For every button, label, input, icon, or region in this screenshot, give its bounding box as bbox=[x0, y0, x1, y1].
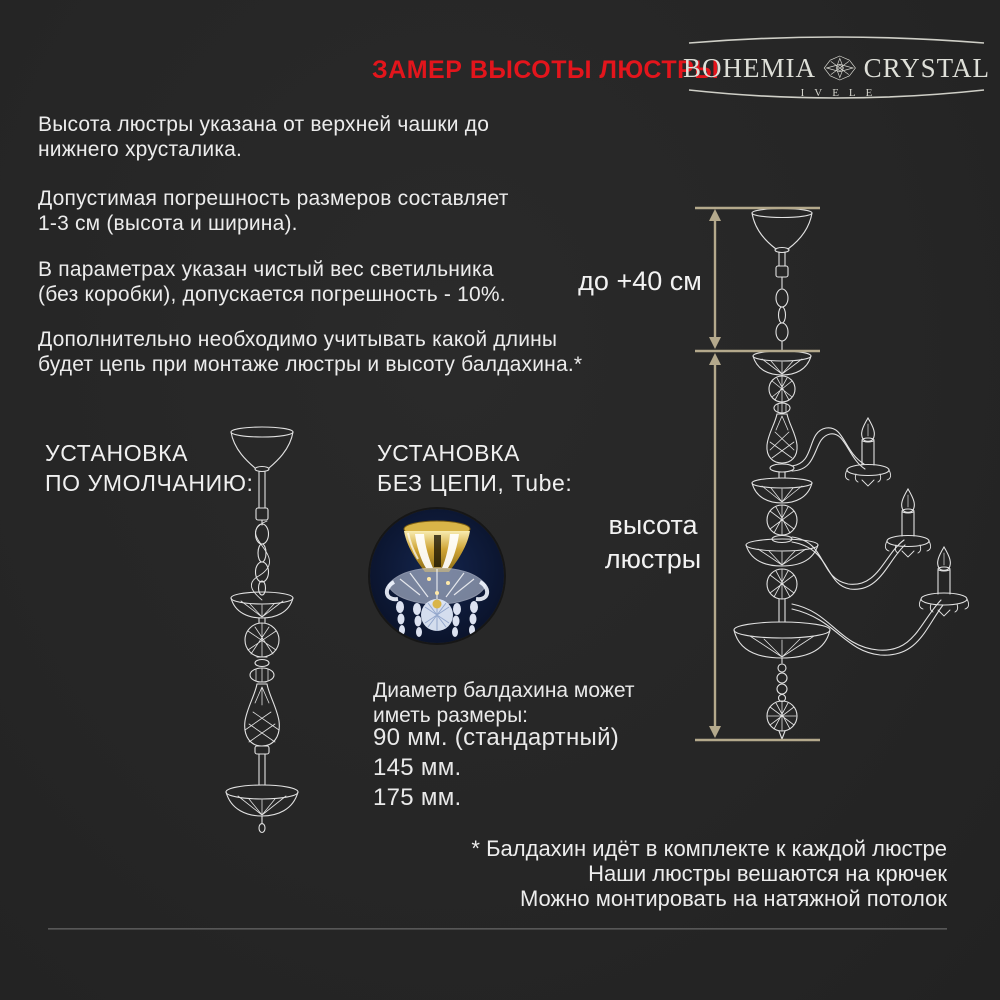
page-title: ЗАМЕР ВЫСОТЫ ЛЮСТРЫ bbox=[372, 56, 720, 84]
canopy-diameter-heading bbox=[373, 678, 634, 728]
paragraph-line: 1-3 см (высота и ширина). bbox=[38, 212, 298, 235]
height-label-line: люстры bbox=[604, 544, 702, 574]
section-tube-install bbox=[377, 438, 572, 498]
paragraph-line: В параметрах указан чистый вес светильника bbox=[38, 258, 494, 281]
tube-install-photo bbox=[370, 509, 504, 643]
canopy-size-list bbox=[373, 723, 619, 813]
paragraph-line: будет цепь при монтаже люстры и высоту балдахина.* bbox=[38, 353, 583, 376]
footnote-line: Наши люстры вешаются на крючек bbox=[588, 861, 947, 886]
bottom-divider bbox=[48, 928, 947, 930]
paragraph-line: Дополнительно необходимо учитывать какой длины bbox=[38, 328, 558, 351]
footnote-line: Можно монтировать на натяжной потолок bbox=[519, 886, 947, 911]
section-heading-line: ПО УМОЛЧАНИЮ: bbox=[45, 470, 254, 496]
intro-paragraph-chain bbox=[38, 327, 638, 377]
brand-name-left: BOHEMIA bbox=[683, 52, 816, 83]
canopy-size-item: 90 мм. (стандартный) bbox=[373, 724, 620, 751]
paragraph-line: Допустимая погрешность размеров составляет bbox=[38, 187, 509, 210]
section-heading-line: УСТАНОВКА bbox=[45, 440, 189, 466]
paragraph-line: Высота люстры указана от верхней чашки до bbox=[38, 113, 490, 136]
brand-subname: IVELE bbox=[800, 87, 883, 99]
brand-name-right: CRYSTAL bbox=[863, 52, 990, 83]
canopy-heading-line: Диаметр балдахина может bbox=[373, 679, 635, 702]
section-heading-line: БЕЗ ЦЕПИ, Tube: bbox=[377, 470, 573, 496]
footnote-block bbox=[471, 836, 947, 911]
chain-allowance-value: до +40 см bbox=[578, 266, 702, 296]
canopy-heading-line: иметь размеры: bbox=[373, 704, 529, 727]
brand-logo bbox=[683, 30, 990, 110]
section-heading-line: УСТАНОВКА bbox=[377, 440, 521, 466]
intro-paragraph-height bbox=[38, 112, 638, 162]
canopy-size-item: 145 мм. bbox=[373, 754, 462, 781]
paragraph-line: (без коробки), допускается погрешность - 10%. bbox=[38, 283, 506, 306]
chandelier-height-diagram bbox=[680, 200, 1000, 800]
footnote-line: * Балдахин идёт в комплекте к каждой люстре bbox=[471, 836, 947, 861]
intro-paragraph-weight bbox=[38, 257, 638, 307]
height-label-line: высота bbox=[608, 510, 698, 540]
default-install-stem-drawing bbox=[195, 424, 330, 839]
intro-paragraph-tolerance bbox=[38, 186, 638, 236]
canopy-size-item: 175 мм. bbox=[373, 784, 462, 811]
crystal-lattice-diamond-icon bbox=[823, 47, 857, 89]
paragraph-line: нижнего хрусталика. bbox=[38, 138, 243, 161]
